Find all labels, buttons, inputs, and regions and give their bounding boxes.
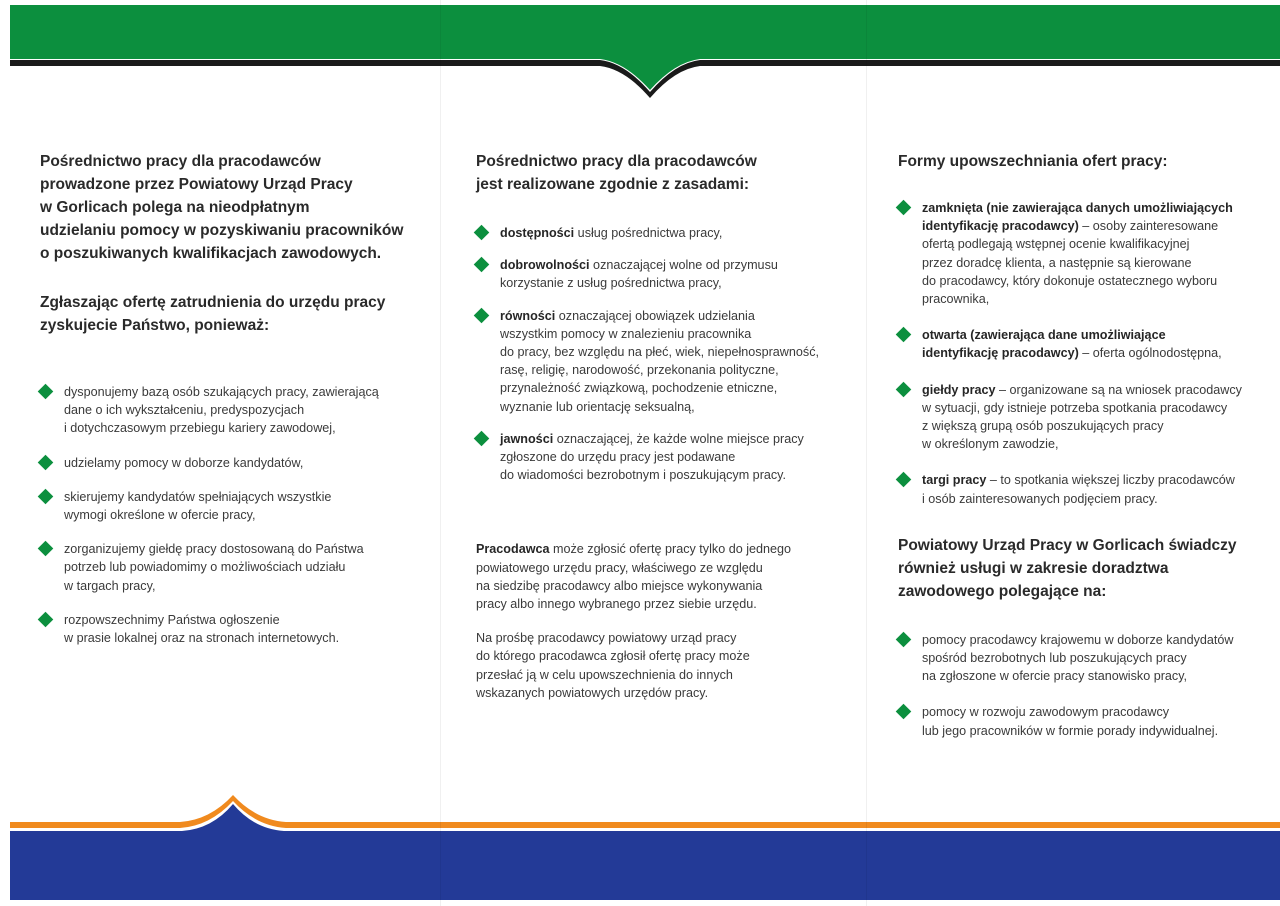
list-item bbox=[476, 224, 856, 242]
column3-forms-list bbox=[898, 199, 1278, 508]
green-diamond-bullet-icon bbox=[896, 200, 912, 216]
form-description: – osoby zainteresowane ofertą podlegają wstępnej ocenie kwalifikacyjnej przez doradcę klienta, a następnie są kierowane do pracodawcy, który dokonuje ostatecznego wyboru pracownika, bbox=[922, 219, 1219, 307]
list-item-text: udzielamy pomocy w doborze kandydatów, bbox=[64, 455, 304, 470]
form-description: – to spotkania większej liczby pracodawców i osób zainteresowanych podjęciem pracy. bbox=[922, 473, 1235, 506]
green-diamond-bullet-icon bbox=[474, 307, 490, 323]
green-diamond-bullet-icon bbox=[38, 541, 54, 557]
principle-name: dobrowolności bbox=[500, 258, 590, 273]
column2-principles-list bbox=[476, 224, 856, 484]
fold-line-right bbox=[866, 0, 867, 906]
list-item bbox=[898, 199, 1278, 308]
green-diamond-bullet-icon bbox=[474, 257, 490, 273]
list-item-text: skierujemy kandydatów spełniających wszystkie wymogi określone w ofercie pracy, bbox=[64, 489, 332, 523]
top-band-decoration bbox=[0, 0, 1280, 100]
list-item bbox=[898, 381, 1278, 454]
green-diamond-bullet-icon bbox=[896, 327, 912, 343]
list-item bbox=[476, 256, 856, 292]
offer-forwarding-paragraph: Na prośbę pracodawcy powiatowy urząd pracy do którego pracodawca zgłosił ofertę pracy może przesłać ją w celu upowszechnienia do innych wskazanych powiatowych urzędów pracy. bbox=[476, 631, 750, 700]
column1-benefits-list bbox=[40, 383, 440, 647]
list-item bbox=[40, 383, 440, 438]
list-item bbox=[898, 471, 1278, 507]
list-item bbox=[898, 631, 1278, 686]
list-item-text: dysponujemy bazą osób szukających pracy, zawierającą dane o ich wykształceniu, predyspozycjach i dotychczasowym przebiegu kariery zawodowej, bbox=[64, 385, 379, 436]
list-item bbox=[40, 454, 440, 472]
list-item bbox=[476, 430, 856, 485]
list-item-text: zorganizujemy giełdę pracy dostosowaną do Państwa potrzeb lub powiadomimy o możliwościach udziału w targach pracy, bbox=[64, 542, 364, 593]
green-diamond-bullet-icon bbox=[896, 632, 912, 648]
form-name: targi pracy bbox=[922, 473, 987, 488]
green-diamond-bullet-icon bbox=[38, 384, 54, 400]
principle-description: oznaczającej, że każde wolne miejsce pracy zgłoszone do urzędu pracy jest podawane do wiadomości bezrobotnym i poszukującym pracy. bbox=[500, 431, 804, 483]
principle-name: dostępności bbox=[500, 226, 575, 240]
employer-label: Pracodawca bbox=[476, 542, 550, 557]
form-name: giełdy pracy bbox=[922, 382, 996, 397]
green-diamond-bullet-icon bbox=[38, 612, 54, 628]
principle-description: usług pośrednictwa pracy, bbox=[574, 226, 723, 240]
employer-offer-paragraph bbox=[476, 540, 856, 613]
list-item bbox=[40, 488, 440, 524]
employer-offer-text: może zgłosić ofertę pracy tylko do jednego powiatowego urzędu pracy, właściwego ze względu na siedzibę pracodawcy albo miejsce wykonywania pracy albo innego wybranego przez siebie urzędu. bbox=[476, 542, 792, 612]
column1-subheading: Zgłaszając ofertę zatrudnienia do urzędu pracy zyskujecie Państwo, ponieważ: bbox=[40, 294, 386, 334]
column1-heading: Pośrednictwo pracy dla pracodawców prowadzone przez Powiatowy Urząd Pracy w Gorlicach polega na nieodpłatnym udzielaniu pomocy w pozyskiwaniu pracowników o poszukiwanych kwalifikacjach zawodowych. bbox=[40, 153, 404, 262]
form-name: zamknięta (nie zawierająca danych umożliwiających identyfikację pracodawcy) bbox=[922, 201, 1233, 234]
green-diamond-bullet-icon bbox=[896, 704, 912, 720]
green-diamond-bullet-icon bbox=[896, 381, 912, 397]
principle-name: jawności bbox=[500, 431, 554, 446]
green-diamond-bullet-icon bbox=[896, 472, 912, 488]
list-item bbox=[40, 540, 440, 595]
list-item bbox=[898, 326, 1278, 362]
green-diamond-bullet-icon bbox=[474, 431, 490, 447]
column-principles bbox=[476, 150, 856, 702]
principle-description: oznaczającej wolne od przymusu korzystanie z usług pośrednictwa pracy, bbox=[500, 258, 778, 291]
list-item bbox=[898, 703, 1278, 739]
principle-description: oznaczającej obowiązek udzielania wszystkim pomocy w znalezieniu pracownika do pracy, bez względu na płeć, wiek, niepełnosprawność, rasę, religię, narodowość, przekonania polityczne, przynależność związkową, pochodzenie etniczne, wyznanie lub orientację seksualną, bbox=[500, 308, 819, 414]
green-diamond-bullet-icon bbox=[38, 489, 54, 505]
form-description: – oferta ogólnodostępna, bbox=[1078, 346, 1222, 361]
bottom-blue-band bbox=[10, 804, 1280, 900]
list-item-text: pomocy w rozwoju zawodowym pracodawcy lub jego pracowników w formie porady indywidualnej. bbox=[922, 705, 1219, 738]
fold-line-left bbox=[440, 0, 441, 906]
principle-name: równości bbox=[500, 308, 556, 323]
top-green-band bbox=[10, 5, 1280, 59]
column3-counseling-list bbox=[898, 631, 1278, 740]
column-offer-forms bbox=[898, 150, 1278, 740]
column3-subheading: Powiatowy Urząd Pracy w Gorlicach świadczy również usługi w zakresie doradztwa zawodowego polegające na: bbox=[898, 536, 1237, 600]
green-diamond-bullet-icon bbox=[474, 225, 490, 241]
top-white-margin bbox=[0, 0, 1280, 5]
top-green-notch bbox=[600, 59, 700, 90]
column-employer-mediation bbox=[40, 150, 440, 647]
bottom-orange-stripe bbox=[10, 795, 1280, 828]
list-item-text: rozpowszechnimy Państwa ogłoszenie w prasie lokalnej oraz na stronach internetowych. bbox=[64, 612, 340, 646]
column2-heading: Pośrednictwo pracy dla pracodawców jest realizowane zgodnie z zasadami: bbox=[476, 153, 757, 193]
form-name: otwarta (zawierająca dane umożliwiające identyfikację pracodawcy) bbox=[922, 328, 1166, 361]
list-item-text: pomocy pracodawcy krajowemu w doborze kandydatów spośród bezrobotnych lub poszukujących pracy na zgłoszone w ofercie pracy stanowisko pracy, bbox=[922, 632, 1234, 684]
list-item bbox=[476, 307, 856, 416]
green-diamond-bullet-icon bbox=[38, 454, 54, 470]
list-item bbox=[40, 611, 440, 647]
column3-heading: Formy upowszechniania ofert pracy: bbox=[898, 153, 1168, 170]
form-description: – organizowane są na wniosek pracodawcy w sytuacji, gdy istnieje potrzeba spotkania pracodawcy z większą grupą osób poszukujących pracy w określonym zawodzie, bbox=[922, 382, 1242, 452]
